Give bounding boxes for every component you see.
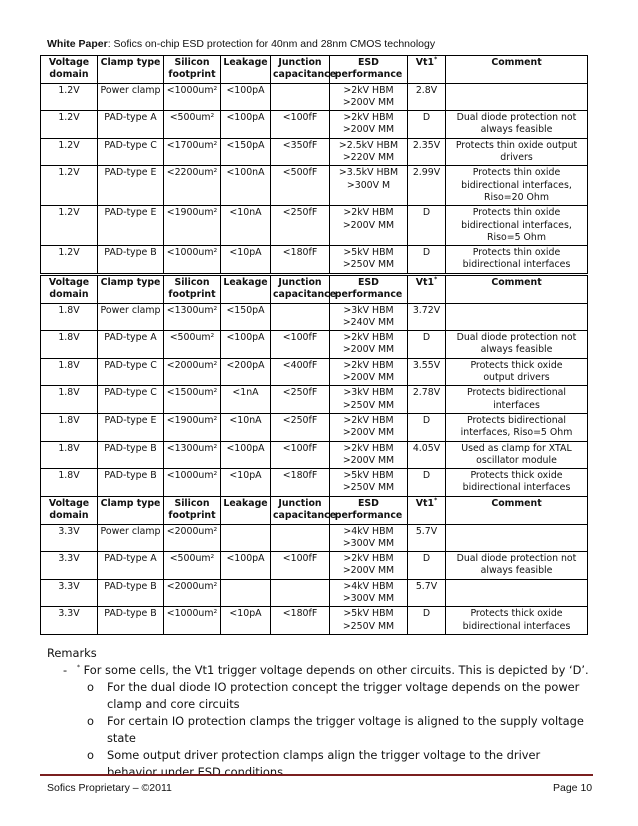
- table-row: [41, 358, 588, 386]
- vt1-cell: D: [408, 607, 446, 635]
- esd-performance-cell: >3kV HBM >240V MM: [330, 303, 408, 331]
- table-row: [41, 607, 588, 635]
- header-comment: Comment: [446, 276, 588, 304]
- table-row: [41, 83, 588, 111]
- leakage-cell: <100pA: [221, 441, 271, 469]
- junction-capacitance-cell: <250fF: [271, 206, 330, 246]
- header-leakage: Leakage: [221, 56, 271, 84]
- header-clamp-type: Clamp type: [98, 497, 164, 525]
- comment-cell: Protects thin oxide bidirectional interfaces, Riso=5 Ohm: [446, 206, 588, 246]
- leakage-cell: <10nA: [221, 413, 271, 441]
- esd-table-1v2: [40, 55, 588, 274]
- voltage-domain-cell: 1.2V: [41, 138, 98, 166]
- table-row: [41, 552, 588, 580]
- clamp-type-cell: PAD-type B: [98, 441, 164, 469]
- clamp-type-cell: PAD-type E: [98, 206, 164, 246]
- table-row: [41, 413, 588, 441]
- silicon-footprint-cell: <1900um²: [164, 206, 221, 246]
- header-vt1: Vt1*: [408, 56, 446, 84]
- comment-cell: [446, 303, 588, 331]
- comment-cell: Protects thin oxide bidirectional interfaces: [446, 246, 588, 274]
- vt1-cell: 5.7V: [408, 579, 446, 607]
- silicon-footprint-cell: <2000um²: [164, 358, 221, 386]
- vt1-footnote-marker: *: [434, 275, 438, 283]
- silicon-footprint-cell: <2000um²: [164, 579, 221, 607]
- junction-capacitance-cell: <180fF: [271, 607, 330, 635]
- voltage-domain-cell: 1.2V: [41, 166, 98, 206]
- esd-performance-cell: >2kV HBM >200V MM: [330, 111, 408, 139]
- esd-performance-cell: >2kV HBM >200V MM: [330, 552, 408, 580]
- comment-cell: Protects thick oxide output drivers: [446, 358, 588, 386]
- voltage-domain-cell: 1.8V: [41, 303, 98, 331]
- junction-capacitance-cell: [271, 579, 330, 607]
- esd-performance-cell: >4kV HBM >300V MM: [330, 579, 408, 607]
- remark-main: [47, 662, 607, 679]
- bullet-icon: o: [87, 748, 94, 762]
- remark-item: [47, 679, 607, 713]
- comment-cell: [446, 579, 588, 607]
- voltage-domain-cell: 1.8V: [41, 331, 98, 359]
- esd-performance-cell: >4kV HBM >300V MM: [330, 524, 408, 552]
- clamp-type-cell: PAD-type E: [98, 413, 164, 441]
- voltage-domain-cell: 3.3V: [41, 552, 98, 580]
- voltage-domain-cell: 3.3V: [41, 607, 98, 635]
- table-row: [41, 138, 588, 166]
- remark-item-text: For the dual diode IO protection concept the trigger voltage depends on the power clamp and core circuits: [107, 680, 580, 711]
- leakage-cell: <10nA: [221, 206, 271, 246]
- clamp-type-cell: PAD-type C: [98, 138, 164, 166]
- vt1-cell: 2.35V: [408, 138, 446, 166]
- esd-performance-cell: >2kV HBM >200V MM: [330, 83, 408, 111]
- remark-item: [47, 713, 607, 747]
- junction-capacitance-cell: <100fF: [271, 441, 330, 469]
- bullet-icon: o: [87, 714, 94, 728]
- header-title: : Sofics on-chip ESD protection for 40nm and 28nm CMOS technology: [107, 38, 436, 50]
- vt1-cell: D: [408, 413, 446, 441]
- silicon-footprint-cell: <2000um²: [164, 524, 221, 552]
- silicon-footprint-cell: <500um²: [164, 111, 221, 139]
- comment-cell: [446, 524, 588, 552]
- silicon-footprint-cell: <1700um²: [164, 138, 221, 166]
- junction-capacitance-cell: <250fF: [271, 386, 330, 414]
- header-voltage-domain: Voltage domain: [41, 497, 98, 525]
- voltage-domain-cell: 1.8V: [41, 358, 98, 386]
- leakage-cell: [221, 524, 271, 552]
- document-header: [47, 38, 435, 50]
- leakage-cell: <100pA: [221, 331, 271, 359]
- table-row: [41, 111, 588, 139]
- silicon-footprint-cell: <500um²: [164, 331, 221, 359]
- table-header-row: [41, 497, 588, 525]
- clamp-type-cell: PAD-type C: [98, 358, 164, 386]
- table-row: [41, 166, 588, 206]
- esd-performance-cell: >2kV HBM >200V MM: [330, 358, 408, 386]
- junction-capacitance-cell: <250fF: [271, 413, 330, 441]
- esd-performance-cell: >2kV HBM >200V MM: [330, 413, 408, 441]
- clamp-type-cell: PAD-type E: [98, 166, 164, 206]
- leakage-cell: <100nA: [221, 166, 271, 206]
- leakage-cell: <10pA: [221, 469, 271, 497]
- comment-cell: Protects bidirectional interfaces, Riso=5 Ohm: [446, 413, 588, 441]
- vt1-cell: 2.8V: [408, 83, 446, 111]
- junction-capacitance-cell: <180fF: [271, 469, 330, 497]
- header-silicon-footprint: Silicon footprint: [164, 276, 221, 304]
- remark-item-text: Some output driver protection clamps align the trigger voltage to the driver behavior under ESD conditions.: [107, 748, 541, 779]
- clamp-type-cell: PAD-type B: [98, 579, 164, 607]
- header-vt1: Vt1*: [408, 497, 446, 525]
- esd-performance-cell: >5kV HBM >250V MM: [330, 607, 408, 635]
- comment-cell: Dual diode protection not always feasible: [446, 331, 588, 359]
- leakage-cell: <150pA: [221, 303, 271, 331]
- clamp-type-cell: PAD-type B: [98, 607, 164, 635]
- junction-capacitance-cell: [271, 303, 330, 331]
- header-silicon-footprint: Silicon footprint: [164, 56, 221, 84]
- voltage-domain-cell: 1.8V: [41, 469, 98, 497]
- footer-divider: [40, 774, 593, 776]
- table-row: [41, 469, 588, 497]
- clamp-type-cell: PAD-type A: [98, 552, 164, 580]
- header-comment: Comment: [446, 497, 588, 525]
- voltage-domain-cell: 3.3V: [41, 524, 98, 552]
- table-row: [41, 303, 588, 331]
- header-junction-capacitance: Junction capacitance: [271, 56, 330, 84]
- esd-performance-cell: >5kV HBM >250V MM: [330, 469, 408, 497]
- esd-performance-cell: >3.5kV HBM >300V M: [330, 166, 408, 206]
- silicon-footprint-cell: <500um²: [164, 552, 221, 580]
- comment-cell: Protects thick oxide bidirectional interfaces: [446, 469, 588, 497]
- leakage-cell: [221, 579, 271, 607]
- table-row: [41, 246, 588, 274]
- voltage-domain-cell: 1.2V: [41, 83, 98, 111]
- esd-table-3v3: [40, 496, 588, 635]
- clamp-type-cell: PAD-type A: [98, 331, 164, 359]
- header-voltage-domain: Voltage domain: [41, 56, 98, 84]
- header-vt1: Vt1*: [408, 276, 446, 304]
- table-row: [41, 331, 588, 359]
- leakage-cell: <100pA: [221, 83, 271, 111]
- vt1-cell: 4.05V: [408, 441, 446, 469]
- header-esd-performance: ESD performance: [330, 276, 408, 304]
- table-row: [41, 524, 588, 552]
- clamp-type-cell: PAD-type B: [98, 469, 164, 497]
- comment-cell: Protects thick oxide bidirectional interfaces: [446, 607, 588, 635]
- table-row: [41, 386, 588, 414]
- leakage-cell: <10pA: [221, 246, 271, 274]
- header-esd-performance: ESD performance: [330, 497, 408, 525]
- clamp-type-cell: PAD-type A: [98, 111, 164, 139]
- vt1-cell: 5.7V: [408, 524, 446, 552]
- voltage-domain-cell: 1.2V: [41, 111, 98, 139]
- junction-capacitance-cell: <100fF: [271, 331, 330, 359]
- silicon-footprint-cell: <1300um²: [164, 303, 221, 331]
- esd-performance-cell: >2kV HBM >200V MM: [330, 441, 408, 469]
- junction-capacitance-cell: <400fF: [271, 358, 330, 386]
- silicon-footprint-cell: <1300um²: [164, 441, 221, 469]
- vt1-cell: D: [408, 469, 446, 497]
- vt1-footnote-marker: *: [434, 55, 438, 63]
- vt1-cell: D: [408, 111, 446, 139]
- table-header-row: [41, 276, 588, 304]
- clamp-type-cell: PAD-type C: [98, 386, 164, 414]
- comment-cell: Dual diode protection not always feasible: [446, 111, 588, 139]
- remark-asterisk: *: [77, 664, 80, 672]
- comment-cell: Protects thin oxide output drivers: [446, 138, 588, 166]
- esd-performance-cell: >5kV HBM >250V MM: [330, 246, 408, 274]
- leakage-cell: <100pA: [221, 111, 271, 139]
- remark-dash: -: [63, 663, 68, 677]
- vt1-cell: D: [408, 552, 446, 580]
- header-clamp-type: Clamp type: [98, 276, 164, 304]
- remark-main-text: For some cells, the Vt1 trigger voltage depends on other circuits. This is depicted by ‘D’.: [83, 663, 589, 677]
- voltage-domain-cell: 1.8V: [41, 386, 98, 414]
- silicon-footprint-cell: <2200um²: [164, 166, 221, 206]
- clamp-type-cell: Power clamp: [98, 83, 164, 111]
- esd-performance-cell: >2kV HBM >200V MM: [330, 331, 408, 359]
- silicon-footprint-cell: <1000um²: [164, 246, 221, 274]
- header-esd-performance: ESD performance: [330, 56, 408, 84]
- clamp-type-cell: Power clamp: [98, 524, 164, 552]
- header-comment: Comment: [446, 56, 588, 84]
- comment-cell: [446, 83, 588, 111]
- vt1-cell: 2.99V: [408, 166, 446, 206]
- header-junction-capacitance: Junction capacitance: [271, 276, 330, 304]
- voltage-domain-cell: 1.2V: [41, 206, 98, 246]
- voltage-domain-cell: 3.3V: [41, 579, 98, 607]
- header-clamp-type: Clamp type: [98, 56, 164, 84]
- junction-capacitance-cell: [271, 524, 330, 552]
- junction-capacitance-cell: [271, 83, 330, 111]
- header-junction-capacitance: Junction capacitance: [271, 497, 330, 525]
- comment-cell: Protects thin oxide bidirectional interfaces, Riso=20 Ohm: [446, 166, 588, 206]
- silicon-footprint-cell: <1000um²: [164, 607, 221, 635]
- vt1-cell: 3.72V: [408, 303, 446, 331]
- footer-copyright: Sofics Proprietary – ©2011: [47, 782, 172, 794]
- table-row: [41, 441, 588, 469]
- table-row: [41, 579, 588, 607]
- table-row: [41, 206, 588, 246]
- leakage-cell: <200pA: [221, 358, 271, 386]
- header-leakage: Leakage: [221, 497, 271, 525]
- comment-cell: Dual diode protection not always feasible: [446, 552, 588, 580]
- junction-capacitance-cell: <100fF: [271, 552, 330, 580]
- esd-performance-cell: >2.5kV HBM >220V MM: [330, 138, 408, 166]
- silicon-footprint-cell: <1000um²: [164, 83, 221, 111]
- remark-item-text: For certain IO protection clamps the trigger voltage is aligned to the supply voltage state: [107, 714, 584, 745]
- leakage-cell: <10pA: [221, 607, 271, 635]
- silicon-footprint-cell: <1000um²: [164, 469, 221, 497]
- comment-cell: Used as clamp for XTAL oscillator module: [446, 441, 588, 469]
- comment-cell: Protects bidirectional interfaces: [446, 386, 588, 414]
- silicon-footprint-cell: <1900um²: [164, 413, 221, 441]
- voltage-domain-cell: 1.8V: [41, 441, 98, 469]
- remarks-section: [47, 645, 607, 781]
- vt1-cell: D: [408, 246, 446, 274]
- vt1-footnote-marker: *: [434, 496, 438, 504]
- voltage-domain-cell: 1.8V: [41, 413, 98, 441]
- leakage-cell: <150pA: [221, 138, 271, 166]
- header-label: White Paper: [47, 38, 108, 50]
- esd-table-1v8: [40, 275, 588, 497]
- junction-capacitance-cell: <180fF: [271, 246, 330, 274]
- clamp-type-cell: Power clamp: [98, 303, 164, 331]
- silicon-footprint-cell: <1500um²: [164, 386, 221, 414]
- header-silicon-footprint: Silicon footprint: [164, 497, 221, 525]
- leakage-cell: <1nA: [221, 386, 271, 414]
- vt1-cell: 2.78V: [408, 386, 446, 414]
- vt1-cell: D: [408, 331, 446, 359]
- clamp-type-cell: PAD-type B: [98, 246, 164, 274]
- header-leakage: Leakage: [221, 276, 271, 304]
- junction-capacitance-cell: <350fF: [271, 138, 330, 166]
- leakage-cell: <100pA: [221, 552, 271, 580]
- junction-capacitance-cell: <500fF: [271, 166, 330, 206]
- vt1-cell: D: [408, 206, 446, 246]
- vt1-cell: 3.55V: [408, 358, 446, 386]
- voltage-domain-cell: 1.2V: [41, 246, 98, 274]
- footer-page-number: Page 10: [553, 782, 593, 794]
- remarks-title: Remarks: [47, 646, 97, 660]
- esd-performance-cell: >3kV HBM >250V MM: [330, 386, 408, 414]
- bullet-icon: o: [87, 680, 94, 694]
- table-header-row: [41, 56, 588, 84]
- junction-capacitance-cell: <100fF: [271, 111, 330, 139]
- esd-performance-cell: >2kV HBM >200V MM: [330, 206, 408, 246]
- header-voltage-domain: Voltage domain: [41, 276, 98, 304]
